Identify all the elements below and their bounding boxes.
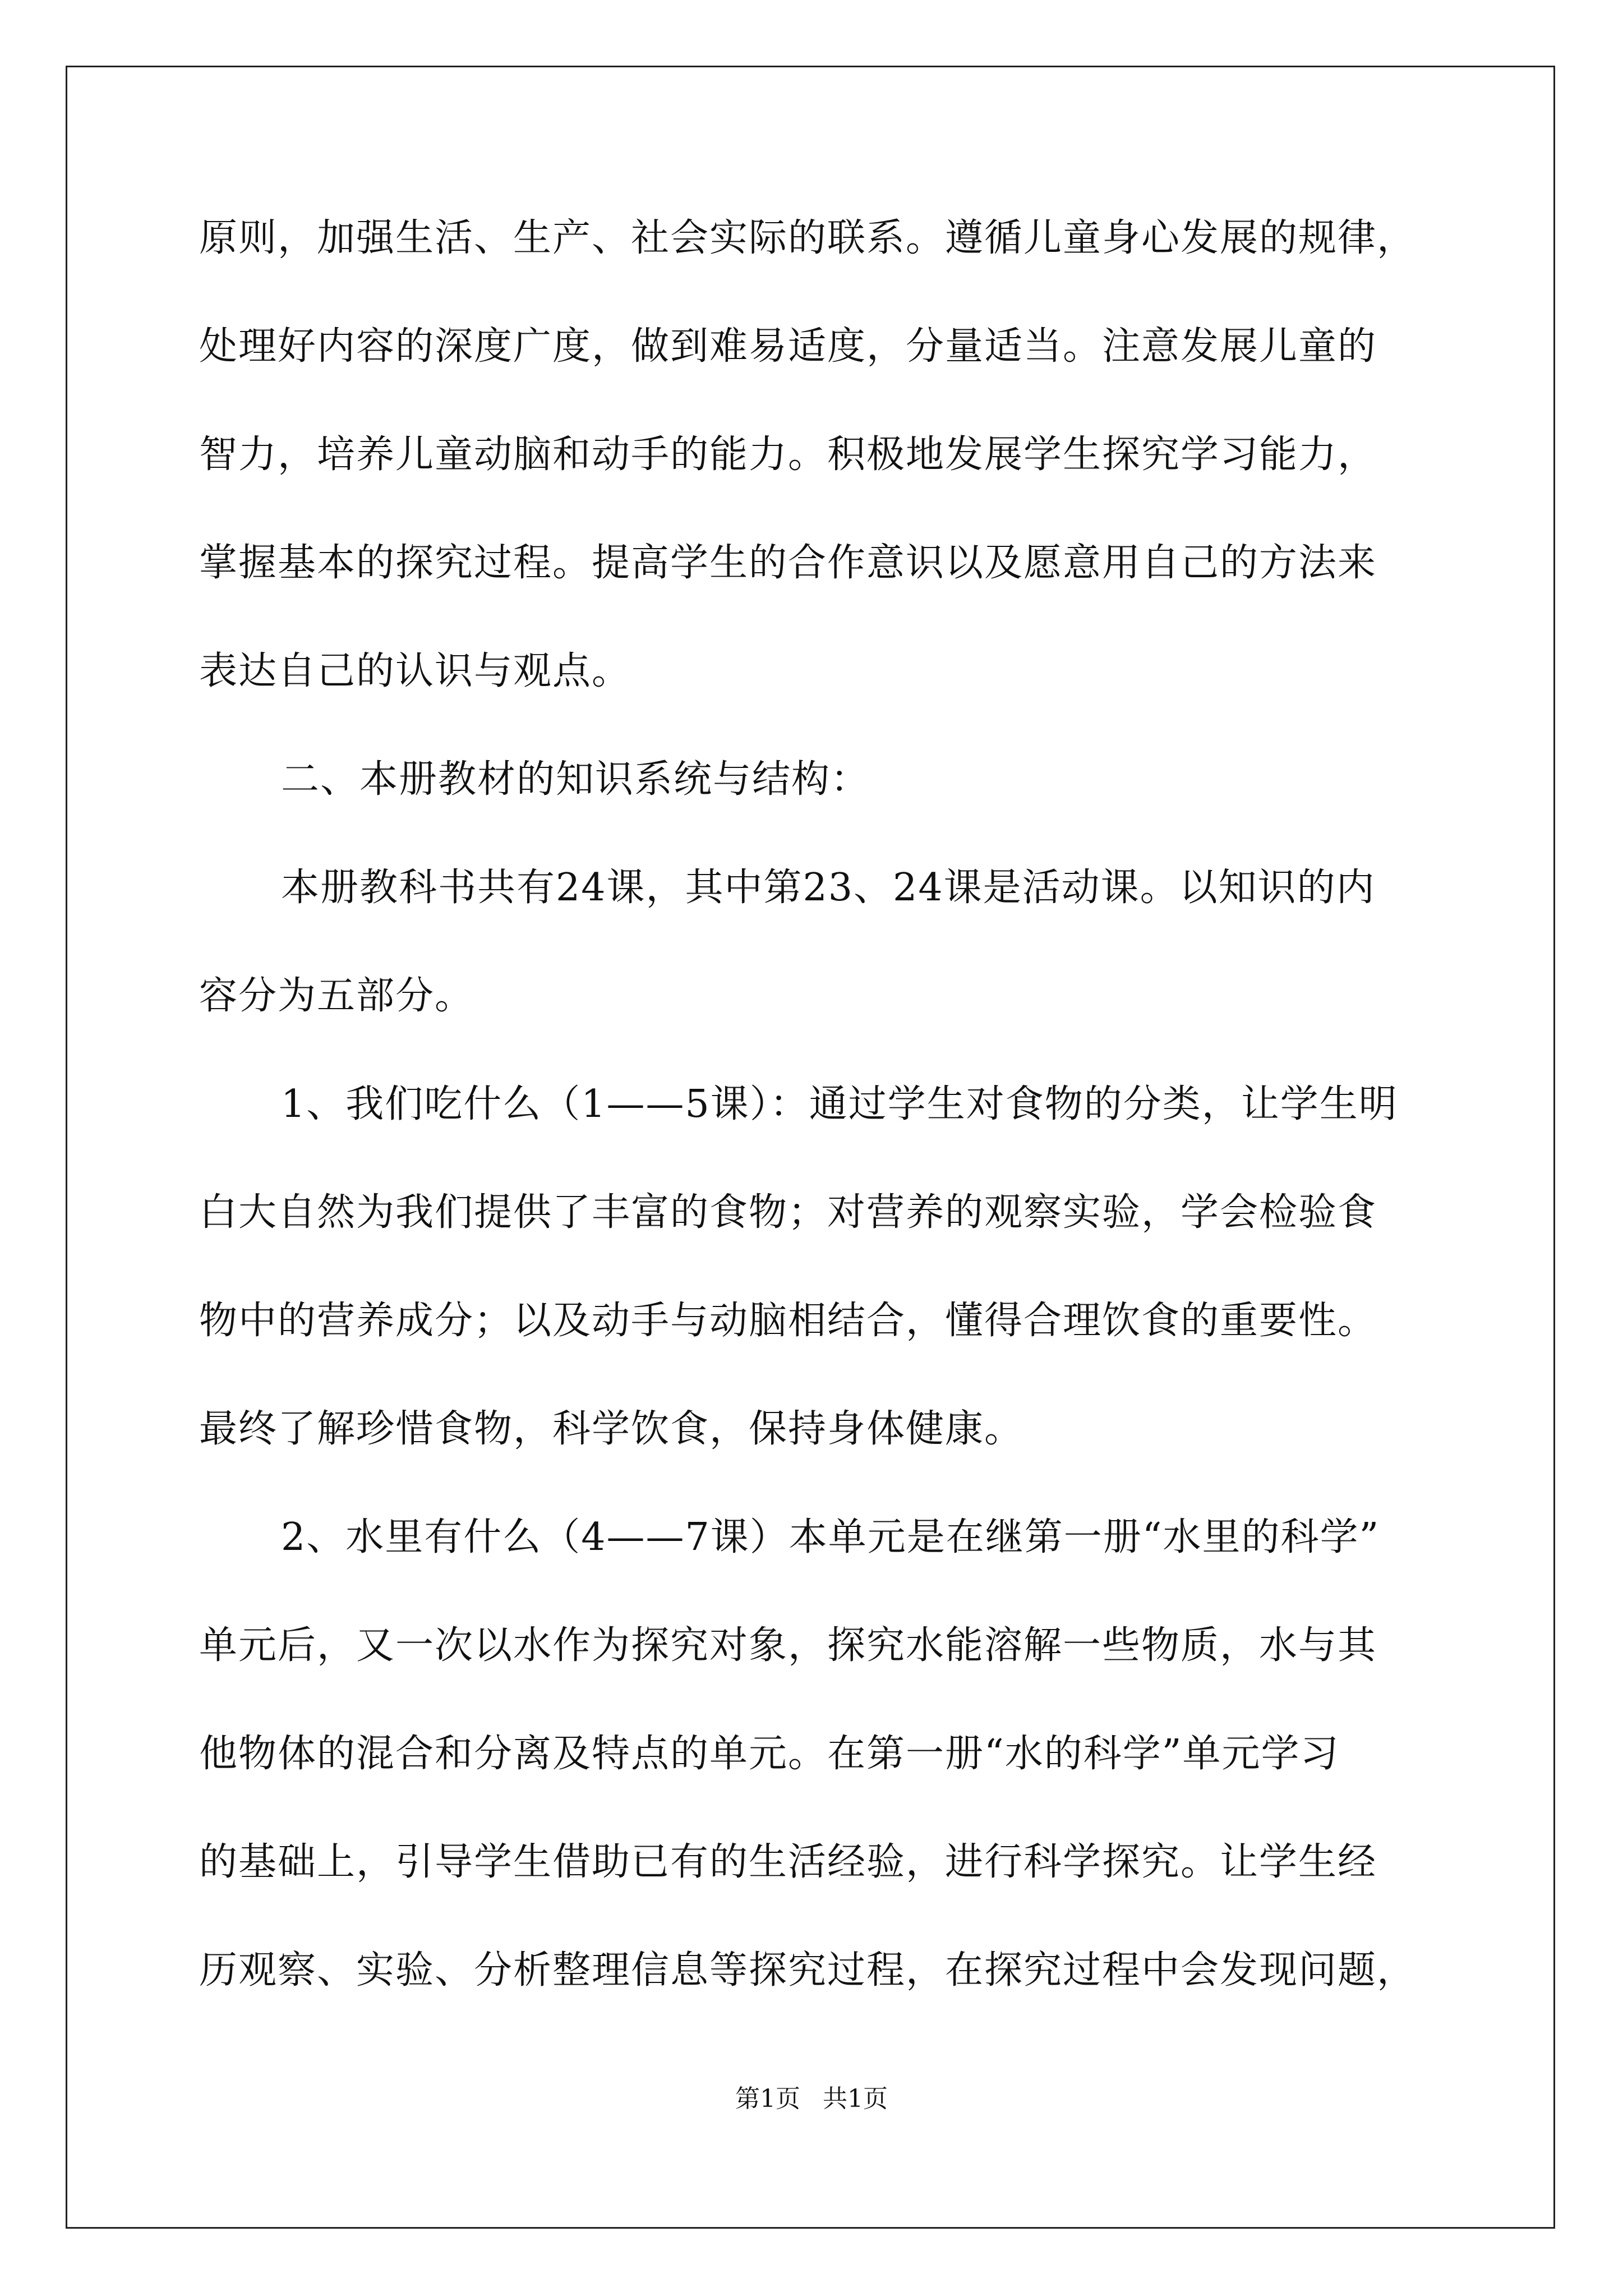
text-line: 历观察、实验、分析整理信息等探究过程，在探究过程中会发现问题， (199, 1948, 1417, 1993)
text-line: 处理好内容的深度广度，做到难易适度，分量适当。注意发展儿童的 (199, 324, 1377, 369)
text-line: 最终了解珍惜食物，科学饮食，保持身体健康。 (199, 1407, 1024, 1451)
text-line: 智力，培养儿童动脑和动手的能力。积极地发展学生探究学习能力， (199, 432, 1377, 477)
text-line: 单元后，又一次以水作为探究对象，探究水能溶解一些物质，水与其 (199, 1623, 1377, 1668)
text-line: 1、我们吃什么（1——5课）：通过学生对食物的分类，让学生明 (281, 1082, 1398, 1126)
text-line: 2、水里有什么（4——7课）本单元是在继第一册“水里的科学” (281, 1515, 1380, 1559)
text-line: 本册教科书共有24课，其中第23、24课是活动课。以知识的内 (281, 866, 1376, 910)
text-line: 原则，加强生活、生产、社会实际的联系。遵循儿童身心发展的规律， (199, 216, 1417, 260)
text-line: 白大自然为我们提供了丰富的食物；对营养的观察实验，学会检验食 (199, 1190, 1377, 1235)
section-heading: 二、本册教材的知识系统与结构： (281, 757, 870, 802)
text-line: 的基础上，引导学生借助已有的生活经验，进行科学探究。让学生经 (199, 1840, 1377, 1884)
page-total: 共1页 (823, 2085, 888, 2113)
page-footer (0, 2082, 1623, 2116)
text-line: 表达自己的认识与观点。 (199, 649, 631, 693)
text-line: 容分为五部分。 (199, 974, 474, 1018)
text-line: 掌握基本的探究过程。提高学生的合作意识以及愿意用自己的方法来 (199, 541, 1377, 585)
text-line: 他物体的混合和分离及特点的单元。在第一册“水的科学”单元学习 (199, 1732, 1340, 1776)
text-line: 物中的营养成分；以及动手与动脑相结合，懂得合理饮食的重要性。 (199, 1299, 1377, 1343)
document-body (199, 213, 1422, 2054)
page-number: 第1页 (735, 2085, 800, 2113)
